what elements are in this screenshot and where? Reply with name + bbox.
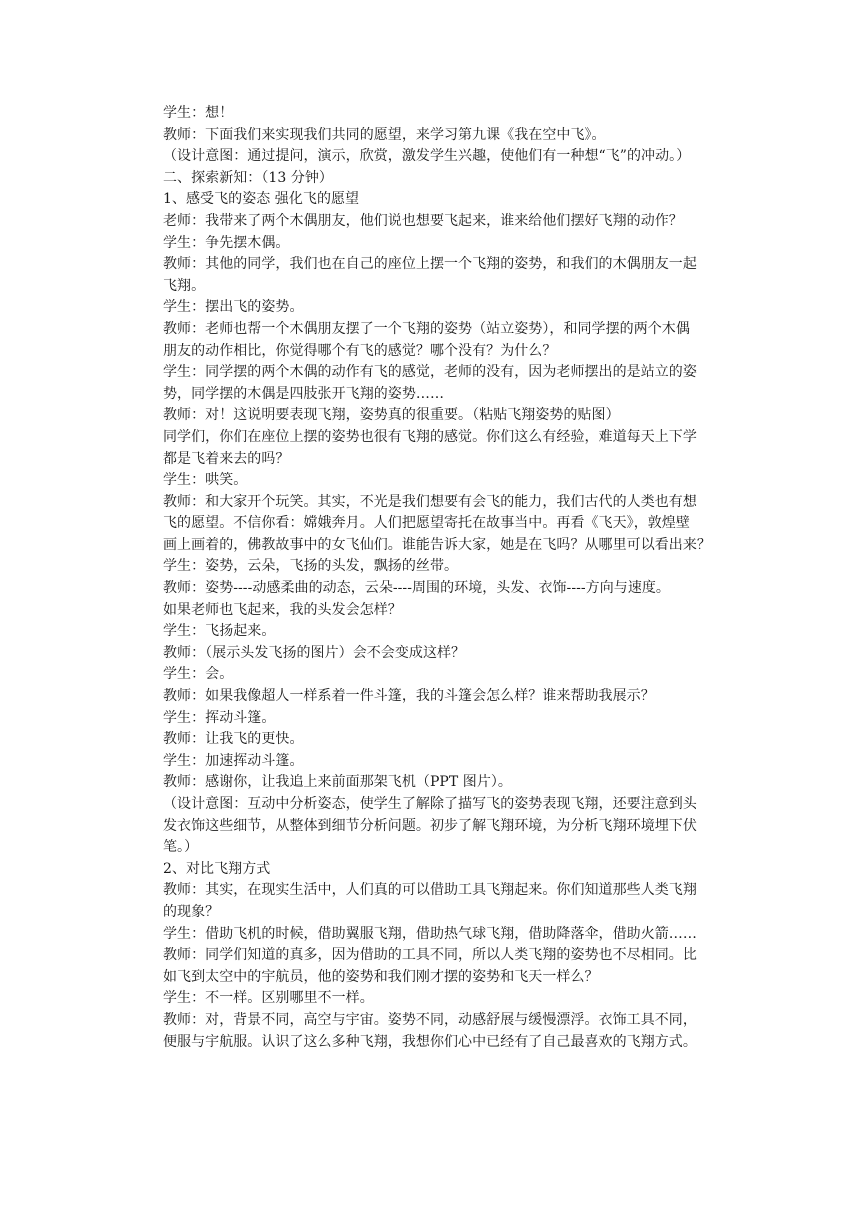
text-line: 学生：不一样。区别哪里不一样。: [163, 990, 374, 1007]
text-line: 笔。）: [163, 839, 199, 856]
text-line: 学生：争先摆木偶。: [163, 234, 290, 251]
text-line: 飞翔。: [163, 277, 206, 294]
text-line: 教师：其实，在现实生活中，人们真的可以借助工具飞翔起来。你们知道那些人类飞翔: [163, 882, 697, 899]
text-line: 如果老师也飞起来，我的头发会怎样？: [163, 601, 402, 618]
text-line: 二、探索新知：（13 分钟）: [163, 169, 333, 186]
text-line: 都是飞着来去的吗？: [163, 450, 290, 467]
text-line: 教师：老师也帮一个木偶朋友摆了一个飞翔的姿势（站立姿势），和同学摆的两个木偶: [163, 320, 690, 337]
text-line: 教师：让我飞的更快。: [163, 731, 304, 748]
text-line: 发衣饰这些细节，从整体到细节分析问题。初步了解飞翔环境，为分析飞翔环境埋下伏: [163, 817, 697, 834]
text-line: 便服与宇航服。认识了这么多种飞翔，我想你们心中已经有了自己最喜欢的飞翔方式。: [163, 1033, 697, 1050]
text-line: 的现象？: [163, 903, 220, 920]
text-line: 2、对比飞翔方式: [163, 860, 271, 877]
text-line: 教师：对！这说明要表现飞翔，姿势真的很重要。（粘贴飞翔姿势的贴图）: [163, 407, 620, 424]
text-line: 教师：感谢你，让我追上来前面那架飞机（PPT 图片）。: [163, 774, 512, 791]
text-line: 学生：挥动斗篷。: [163, 709, 276, 726]
text-line: 势，同学摆的木偶是四肢张开飞翔的姿势……: [163, 385, 444, 402]
text-line: 教师：同学们知道的真多，因为借助的工具不同，所以人类飞翔的姿势也不尽相同。比: [163, 947, 697, 964]
text-line: 教师：其他的同学，我们也在自己的座位上摆一个飞翔的姿势，和我们的木偶朋友一起: [163, 256, 697, 273]
text-line: 学生：借助飞机的时候，借助翼服飞翔，借助热气球飞翔，借助降落伞，借助火箭……: [163, 925, 697, 942]
text-line: 老师：我带来了两个木偶朋友，他们说也想要飞起来，谁来给他们摆好飞翔的动作？: [163, 212, 683, 229]
text-line: 教师：和大家开个玩笑。其实，不光是我们想要有会飞的能力，我们古代的人类也有想: [163, 493, 697, 510]
text-line: 学生：同学摆的两个木偶的动作有飞的感觉，老师的没有，因为老师摆出的是站立的姿: [163, 364, 697, 381]
text-line: 同学们，你们在座位上摆的姿势也很有飞翔的感觉。你们这么有经验，难道每天上下学: [163, 428, 697, 445]
text-line: 朋友的动作相比，你觉得哪个有飞的感觉？哪个没有？为什么？: [163, 342, 557, 359]
text-line: 教师：（展示头发飞扬的图片）会不会变成这样？: [163, 644, 466, 661]
text-line: 学生：加速挥动斗篷。: [163, 752, 304, 769]
text-line: 1、感受飞的姿态 强化飞的愿望: [163, 191, 360, 208]
text-line: （设计意图：通过提问，演示，欣赏，激发学生兴趣，使他们有一种想“飞”的冲动。）: [163, 148, 691, 165]
text-line: 画上画着的，佛教故事中的女飞仙们。谁能告诉大家，她是在飞吗？从哪里可以看出来？: [163, 536, 711, 553]
text-line: （设计意图：互动中分析姿态，使学生了解除了描写飞的姿势表现飞翔，还要注意到头: [163, 796, 697, 812]
text-line: 学生：飞扬起来。: [163, 623, 276, 640]
text-line: 飞的愿望。不信你看：嫦娥奔月。人们把愿望寄托在故事当中。再看《飞天》，敦煌壁: [163, 515, 690, 532]
text-line: 学生：会。: [163, 666, 234, 683]
text-line: 教师：姿势----动感柔曲的动态，云朵----周围的环境，头发、衣饰----方向与速度。: [163, 580, 670, 597]
text-line: 学生：哄笑。: [163, 472, 248, 489]
text-line: 学生：姿势，云朵，飞扬的头发，飘扬的丝带。: [163, 558, 459, 575]
text-line: 教师：如果我像超人一样系着一件斗篷，我的斗篷会怎么样？谁来帮助我展示？: [163, 688, 655, 705]
text-line: 学生：摆出飞的姿势。: [163, 299, 304, 316]
document-body: [163, 103, 743, 1053]
text-line: 教师：对，背景不同，高空与宇宙。姿势不同，动感舒展与缓慢漂浮。衣饰工具不同，: [163, 1011, 697, 1028]
text-line: 学生：想！: [163, 105, 234, 121]
text-line: 教师：下面我们来实现我们共同的愿望，来学习第九课《我在空中飞》。: [163, 126, 606, 143]
text-line: 如飞到太空中的宇航员，他的姿势和我们刚才摆的姿势和飞天一样么？: [163, 968, 599, 985]
